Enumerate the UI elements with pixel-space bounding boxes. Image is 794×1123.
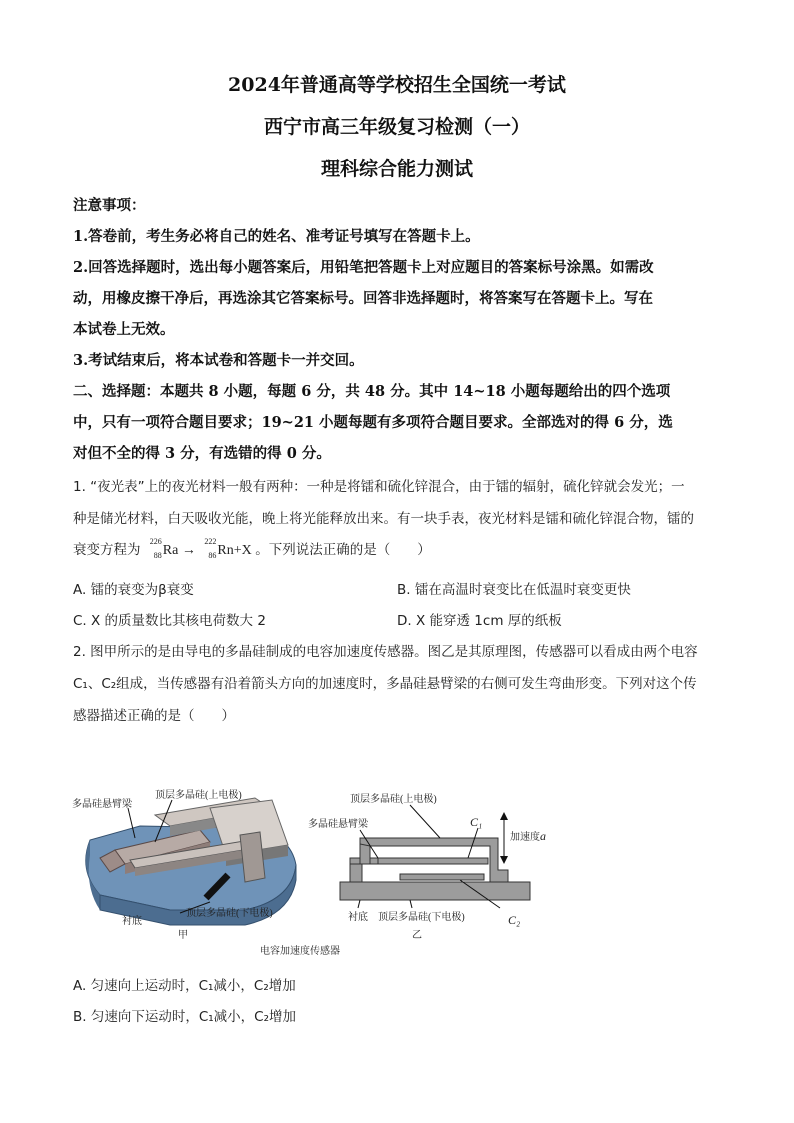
label-c1: C₁ bbox=[470, 815, 483, 829]
notice-title: 注意事项： bbox=[73, 197, 146, 214]
figure-yi-diagram bbox=[308, 792, 546, 941]
question-2-line-2: C₁、C₂组成，当传感器有沿着箭头方向的加速度时，多晶硅悬臂梁的右侧可发生弯曲形变。下列对这个传 bbox=[73, 676, 697, 692]
radium-symbol: Ra bbox=[162, 543, 179, 558]
radium-isotope-numbers: 226 88 bbox=[149, 537, 162, 560]
exam-subject: 理科综合能力测试 bbox=[320, 158, 473, 180]
label-schematic-upper-electrode: 顶层多晶硅(上电极) bbox=[350, 794, 437, 805]
q1-option-d: D. X 能穿透 1cm 厚的纸板 bbox=[397, 613, 562, 629]
section-instructions-line-1: 二、选择题：本题共 8 小题，每题 6 分，共 48 分。其中 14~18 小题每题给出的四个选项 bbox=[73, 383, 671, 400]
question-2-line-1: 2. 图甲所示的是由导电的多晶硅制成的电容加速度传感器。图乙是其原理图，传感器可以看成由两个电容 bbox=[73, 644, 698, 660]
question-1-line-1: 1. “夜光表”上的夜光材料一般有两种：一种是将镭和硫化锌混合，由于镭的辐射，硫化锌就会发光；一 bbox=[73, 479, 685, 495]
notice-item-2-line-3: 本试卷上无效。 bbox=[73, 321, 175, 338]
section-instructions-line-2: 中，只有一项符合题目要求；19~21 小题每题有多项符合题目要求。全部选对的得 6 分，选 bbox=[73, 414, 673, 431]
notice-item-3: 3.考试结束后，将本试卷和答题卡一并交回。 bbox=[73, 352, 364, 369]
question-1-equation-prefix: 衰变方程为 bbox=[73, 542, 141, 558]
q2-option-b: B. 匀速向下运动时，C₁减小，C₂增加 bbox=[73, 1009, 297, 1025]
question-1-line-3 bbox=[73, 538, 723, 560]
label-schematic-lower-electrode: 顶层多晶硅(下电极) bbox=[378, 912, 465, 923]
notice-item-2-line-1: 2.回答选择题时，选出每小题答案后，用铅笔把答题卡上对应题目的答案标号涂黑。如需改 bbox=[73, 259, 654, 276]
radon-symbol: Rn+X bbox=[217, 543, 252, 558]
q2-option-a: A. 匀速向上运动时，C₁减小，C₂增加 bbox=[73, 978, 296, 994]
question-1-line-2: 种是储光材料，白天吸收光能，晚上将光能释放出来。有一块手表，夜光材料是镭和硫化锌混合物，镭的 bbox=[73, 511, 694, 527]
figure-jia-caption: 甲 bbox=[178, 930, 188, 941]
question-2-line-3: 感器描述正确的是（ ） bbox=[73, 708, 235, 724]
exam-subtitle: 西宁市高三年级复习检测（一） bbox=[263, 116, 530, 138]
label-top-polysilicon-upper: 顶层多晶硅(上电极) bbox=[155, 790, 242, 801]
accelerometer-figure bbox=[60, 760, 580, 965]
notice-item-1: 1.答卷前，考生务必将自己的姓名、准考证号填写在答题卡上。 bbox=[73, 228, 480, 245]
label-cantilever-beam: 多晶硅悬臂梁 bbox=[72, 799, 132, 810]
label-substrate: 衬底 bbox=[122, 916, 142, 927]
question-1-equation-suffix: 。下列说法正确的是（ ） bbox=[255, 542, 431, 558]
label-acceleration: 加速度a bbox=[510, 829, 546, 843]
notice-item-2-line-2: 动，用橡皮擦干净后，再选涂其它答案标号。回答非选择题时，将答案写在答题卡上。写在 bbox=[73, 290, 653, 307]
label-c2: C₂ bbox=[508, 913, 521, 927]
q1-option-c: C. X 的质量数比其核电荷数大 2 bbox=[73, 613, 266, 629]
q1-option-a: A. 镭的衰变为β衰变 bbox=[73, 582, 194, 598]
label-schematic-substrate: 衬底 bbox=[348, 912, 368, 923]
section-instructions-line-3: 对但不全的得 3 分，有选错的得 0 分。 bbox=[73, 445, 331, 462]
figure-jia-diagram bbox=[72, 788, 296, 941]
q1-option-b: B. 镭在高温时衰变比在低温时衰变更快 bbox=[397, 582, 631, 598]
label-top-polysilicon-lower: 顶层多晶硅(下电极) bbox=[186, 908, 273, 919]
decay-equation bbox=[145, 537, 255, 560]
label-schematic-cantilever: 多晶硅悬臂梁 bbox=[308, 819, 368, 830]
exam-title: 2024年普通高等学校招生全国统一考试 bbox=[228, 74, 566, 96]
radon-isotope-numbers: 222 86 bbox=[204, 537, 217, 560]
figure-yi-caption: 乙 bbox=[412, 930, 422, 941]
decay-arrow: → bbox=[181, 543, 196, 558]
figure-main-caption: 电容加速度传感器 bbox=[260, 946, 340, 957]
